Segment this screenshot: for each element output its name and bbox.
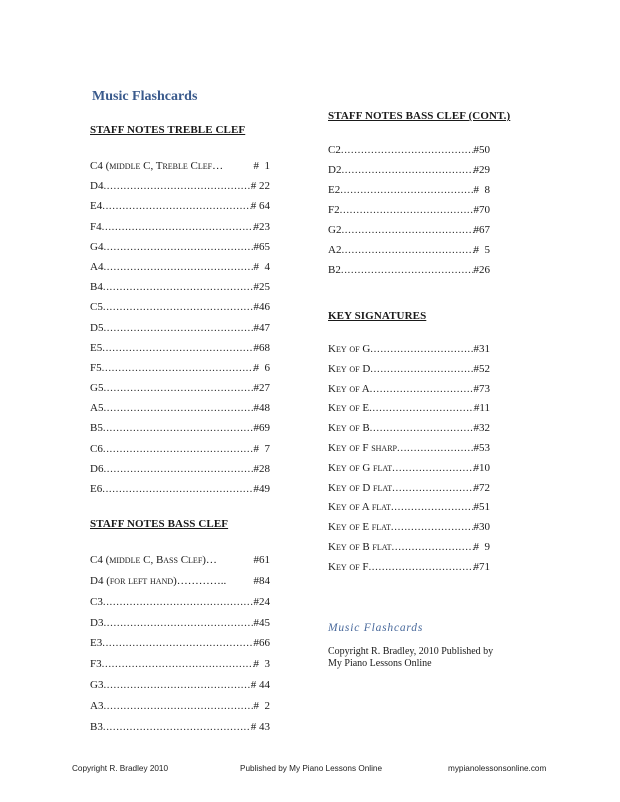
- leader-dots: [392, 538, 474, 558]
- leader-dots: [341, 220, 473, 240]
- card-number: #45: [253, 616, 270, 629]
- list-item: [328, 380, 490, 400]
- card-number: # 4: [253, 260, 270, 273]
- card-number: # 43: [250, 720, 270, 733]
- key-signatures-heading: KEY SIGNATURES: [328, 310, 427, 322]
- leader-dots: [397, 439, 474, 459]
- item-label: A5: [90, 402, 104, 415]
- card-number: #23: [253, 220, 270, 233]
- leader-dots: [368, 558, 473, 578]
- card-number: #48: [253, 402, 270, 415]
- item-label: Key of E: [328, 402, 370, 415]
- item-label: B2: [328, 264, 341, 276]
- leader-dots: [102, 338, 253, 358]
- card-number: # 2: [253, 699, 270, 712]
- leader-dots: [341, 240, 473, 260]
- footer-publisher: Published by My Piano Lessons Online: [240, 764, 382, 773]
- item-label: D4 (for left hand)…………..: [90, 574, 227, 587]
- item-label: C4 (middle C, Treble Clef…: [90, 160, 224, 172]
- item-label: Key of D: [328, 362, 371, 375]
- card-number: # 6: [253, 361, 270, 374]
- item-label: D2: [328, 164, 342, 176]
- list-item: [328, 360, 490, 380]
- item-label: B5: [90, 422, 103, 435]
- item-label: C5: [90, 301, 103, 314]
- list-item: [90, 592, 270, 613]
- list-item: [90, 318, 270, 338]
- leader-dots: [370, 360, 473, 380]
- list-item: [90, 237, 270, 257]
- list-item: [90, 196, 270, 216]
- item-label: C2: [328, 144, 341, 156]
- card-number: #46: [253, 301, 270, 314]
- leader-dots: [341, 160, 473, 180]
- card-number: #25: [253, 281, 270, 294]
- card-number: #72: [473, 481, 490, 494]
- item-label: E5: [90, 341, 103, 354]
- item-label: Key of A: [328, 382, 370, 395]
- card-number: #65: [253, 240, 270, 253]
- leader-dots: [340, 180, 473, 200]
- item-label: A3: [90, 699, 104, 712]
- leader-dots: [103, 592, 254, 613]
- leader-dots: [102, 217, 254, 237]
- card-number: #50: [473, 144, 490, 156]
- leader-dots: [103, 613, 253, 634]
- list-item: [90, 654, 270, 675]
- card-number: #66: [253, 637, 270, 650]
- list-item: [90, 571, 270, 592]
- leader-dots: [341, 260, 474, 280]
- list-item: [328, 538, 490, 558]
- card-number: #69: [253, 422, 270, 435]
- list-item: [90, 459, 270, 479]
- bass-clef-list: [90, 550, 270, 737]
- card-number: #32: [473, 422, 490, 435]
- leader-dots: [340, 200, 474, 220]
- card-number: #61: [253, 554, 270, 567]
- card-number: #70: [473, 204, 490, 216]
- key-signatures-list: [328, 340, 528, 578]
- item-label: Key of G: [328, 343, 371, 355]
- leader-dots: [370, 419, 474, 439]
- item-label: B3: [90, 720, 103, 733]
- leader-dots: [103, 439, 254, 459]
- list-item: [90, 176, 270, 196]
- bass-clef-cont-heading: STAFF NOTES BASS CLEF (CONT.): [328, 110, 511, 122]
- card-number: #30: [473, 521, 490, 534]
- card-number: # 7: [253, 442, 270, 455]
- card-number: #68: [253, 341, 270, 354]
- list-item: [328, 419, 490, 439]
- footer-copyright: Copyright R. Bradley 2010: [72, 764, 169, 773]
- leader-dots: [103, 675, 250, 696]
- item-label: D3: [90, 616, 104, 629]
- list-item: [328, 340, 490, 360]
- card-number: #84: [253, 574, 270, 587]
- right-column: [328, 110, 528, 578]
- leader-dots: [391, 518, 474, 538]
- card-number: #24: [253, 595, 270, 608]
- list-item: [328, 558, 490, 578]
- list-item: [90, 439, 270, 459]
- list-item: [328, 479, 490, 499]
- leader-dots: [370, 340, 473, 360]
- item-label: Key of B: [328, 422, 370, 435]
- list-item: [90, 217, 270, 237]
- leader-dots: [391, 498, 474, 518]
- card-number: # 9: [473, 540, 490, 553]
- leader-dots: [392, 459, 473, 479]
- leader-dots: [392, 479, 473, 499]
- list-item: [90, 633, 270, 654]
- card-number: #71: [473, 560, 490, 573]
- card-number: #51: [473, 501, 490, 514]
- list-item: [90, 277, 270, 297]
- leader-dots: [102, 633, 253, 654]
- item-label: E6: [90, 483, 103, 495]
- leader-dots: [103, 696, 253, 717]
- item-label: A4: [90, 260, 104, 273]
- item-label: Key of G flat: [328, 461, 393, 474]
- card-number: #26: [473, 264, 490, 276]
- card-number: # 5: [473, 244, 490, 256]
- leader-dots: [102, 479, 253, 499]
- card-number: # 8: [473, 184, 490, 196]
- leader-dots: [102, 196, 251, 216]
- card-number: # 64: [250, 200, 270, 213]
- card-number: # 3: [253, 658, 270, 671]
- item-label: D4: [90, 180, 104, 193]
- list-item: [90, 156, 270, 176]
- item-label: A2: [328, 244, 342, 256]
- leader-dots: [103, 277, 254, 297]
- list-item: [90, 418, 270, 438]
- item-label: B4: [90, 281, 103, 294]
- page-title: Music Flashcards: [92, 89, 198, 104]
- leader-dots: [103, 459, 253, 479]
- item-label: Key of B flat: [328, 540, 392, 553]
- item-label: G4: [90, 240, 104, 253]
- list-item: [90, 479, 270, 499]
- item-label: F4: [90, 220, 102, 233]
- card-number: #29: [473, 164, 490, 176]
- card-number: #53: [473, 441, 490, 454]
- item-label: G2: [328, 224, 342, 236]
- list-item: [328, 200, 490, 220]
- list-item: [90, 257, 270, 277]
- card-number: #52: [473, 362, 490, 375]
- item-label: D5: [90, 321, 104, 334]
- leader-dots: [103, 398, 253, 418]
- card-number: #49: [253, 483, 270, 495]
- item-label: D6: [90, 462, 104, 475]
- list-item: [90, 398, 270, 418]
- leader-dots: [370, 380, 474, 400]
- leader-dots: [102, 654, 254, 675]
- list-item: [328, 399, 490, 419]
- list-item: [328, 459, 490, 479]
- item-label: E3: [90, 637, 103, 650]
- card-number: #47: [253, 321, 270, 334]
- item-label: E2: [328, 184, 341, 196]
- treble-clef-list: [90, 156, 270, 499]
- leader-dots: [103, 176, 250, 196]
- footer-website: mypianolessonsonline.com: [448, 764, 547, 773]
- list-item: [90, 338, 270, 358]
- list-item: [328, 140, 490, 160]
- card-number: #67: [473, 224, 490, 236]
- list-item: [90, 696, 270, 717]
- card-number: #73: [473, 382, 490, 395]
- item-label: C6: [90, 442, 103, 455]
- card-number: #27: [253, 382, 270, 395]
- list-item: [90, 297, 270, 317]
- list-item: [328, 518, 490, 538]
- list-item: [90, 613, 270, 634]
- leader-dots: [103, 418, 254, 438]
- list-item: [328, 240, 490, 260]
- signature-title: Music Flashcards: [328, 622, 424, 634]
- item-label: F2: [328, 204, 340, 216]
- list-item: [328, 180, 490, 200]
- left-column: [90, 124, 270, 737]
- treble-clef-heading: STAFF NOTES TREBLE CLEF: [90, 124, 246, 136]
- item-label: C4 (middle C, Bass Clef)…: [90, 554, 217, 567]
- list-item: [90, 378, 270, 398]
- list-item: [90, 358, 270, 378]
- leader-dots: [103, 257, 253, 277]
- item-label: E4: [90, 200, 103, 213]
- item-label: Key of F sharp: [328, 441, 397, 454]
- leader-dots: [103, 297, 254, 317]
- item-label: F3: [90, 658, 102, 671]
- leader-dots: [341, 140, 474, 160]
- list-item: [90, 717, 270, 738]
- item-label: F5: [90, 361, 102, 374]
- list-item: [328, 260, 490, 280]
- card-number: # 1: [253, 160, 270, 172]
- card-number: #11: [473, 402, 490, 415]
- card-number: #31: [473, 343, 490, 355]
- leader-dots: [103, 318, 253, 338]
- bass-clef-heading: STAFF NOTES BASS CLEF: [90, 518, 229, 531]
- leader-dots: [103, 237, 253, 257]
- item-label: Key of D flat: [328, 481, 393, 494]
- item-label: G3: [90, 678, 104, 691]
- leader-dots: [369, 399, 474, 419]
- leader-dots: [103, 717, 251, 738]
- item-label: G5: [90, 382, 104, 395]
- card-number: #28: [253, 462, 270, 475]
- list-item: [328, 498, 490, 518]
- leader-dots: [102, 358, 254, 378]
- list-item: [90, 675, 270, 696]
- signature-copyright: Copyright R. Bradley, 2010 Published by My Piano Lessons Online: [328, 646, 494, 669]
- list-item: [328, 439, 490, 459]
- list-item: [328, 160, 490, 180]
- bass-clef-cont-list: [328, 140, 528, 280]
- item-label: Key of F: [328, 560, 369, 573]
- card-number: # 44: [250, 678, 270, 691]
- leader-dots: [103, 378, 253, 398]
- item-label: Key of A flat: [328, 501, 391, 514]
- card-number: #10: [473, 461, 490, 474]
- item-label: Key of E flat: [328, 521, 391, 534]
- list-item: [328, 220, 490, 240]
- card-number: # 22: [250, 180, 270, 193]
- item-label: C3: [90, 595, 103, 608]
- list-item: [90, 550, 270, 571]
